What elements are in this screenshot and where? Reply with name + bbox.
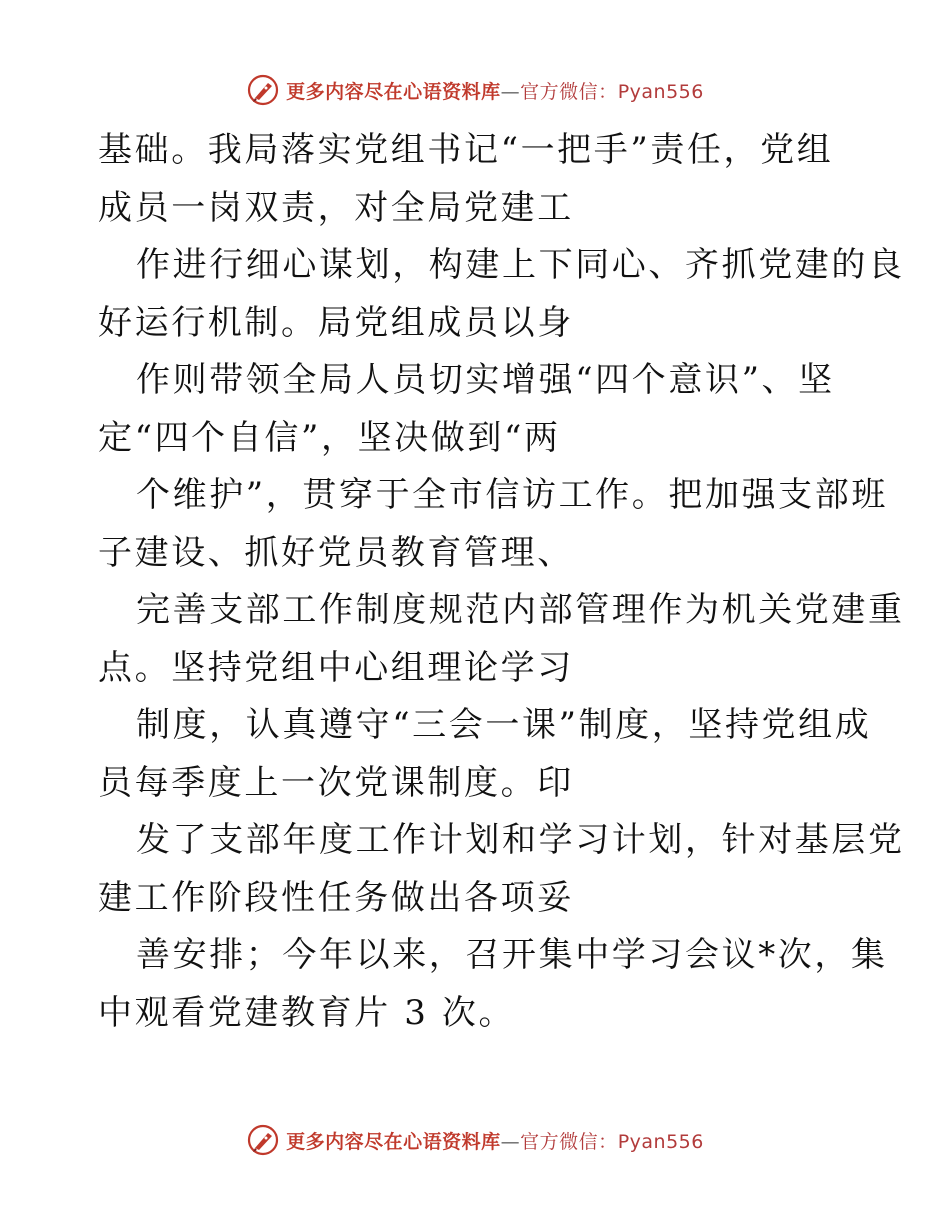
- text-line: 个维护”，贯穿于全市信访工作。把加强支部班: [136, 475, 888, 515]
- text-line: 员每季度上一次党课制度。印: [98, 762, 574, 803]
- watermark-wechat-id: Pyan556: [617, 80, 704, 103]
- watermark-wechat-label: 官方微信：: [520, 1130, 618, 1153]
- text-line: 完善支部工作制度规范内部管理作为机关党建重: [136, 590, 905, 630]
- pen-nib-logo-icon: [246, 73, 280, 107]
- text-line: 成员一岗双责，对全局党建工: [98, 187, 574, 228]
- text-line: 定“四个自信”，坚决做到“两: [98, 417, 561, 458]
- text-line: 善安排；今年以来，召开集中学习会议*次，集: [136, 935, 888, 975]
- text-line: 点。坚持党组中心组理论学习: [98, 647, 574, 688]
- watermark-wechat-label: 官方微信：: [520, 80, 618, 103]
- text-line: 作则带领全局人员切实增强“四个意识”、坚: [136, 360, 835, 400]
- watermark-separator: —: [500, 1130, 521, 1153]
- document-body: [98, 122, 905, 1042]
- footer-watermark: [0, 1120, 950, 1160]
- watermark-separator: —: [500, 80, 521, 103]
- text-line: 中观看党建教育片 3 次。: [98, 992, 516, 1033]
- text-line: 好运行机制。局党组成员以身: [98, 302, 574, 343]
- header-watermark: [0, 70, 950, 110]
- text-line: 子建设、抓好党员教育管理、: [98, 532, 574, 573]
- watermark-text: [286, 1127, 704, 1154]
- text-line: 基础。我局落实党组书记“一把手”责任，党组: [98, 130, 834, 170]
- text-line: 制度，认真遵守“三会一课”制度，坚持党组成: [136, 705, 872, 745]
- pen-nib-logo-icon: [246, 1123, 280, 1157]
- watermark-brand: 更多内容尽在心语资料库: [286, 80, 501, 103]
- text-line: 建工作阶段性任务做出各项妥: [98, 877, 574, 918]
- watermark-wechat-id: Pyan556: [617, 1130, 704, 1153]
- watermark-text: [286, 77, 704, 104]
- watermark-brand: 更多内容尽在心语资料库: [286, 1130, 501, 1153]
- text-line: 发了支部年度工作计划和学习计划，针对基层党: [136, 820, 905, 860]
- text-line: 作进行细心谋划，构建上下同心、齐抓党建的良: [136, 245, 905, 285]
